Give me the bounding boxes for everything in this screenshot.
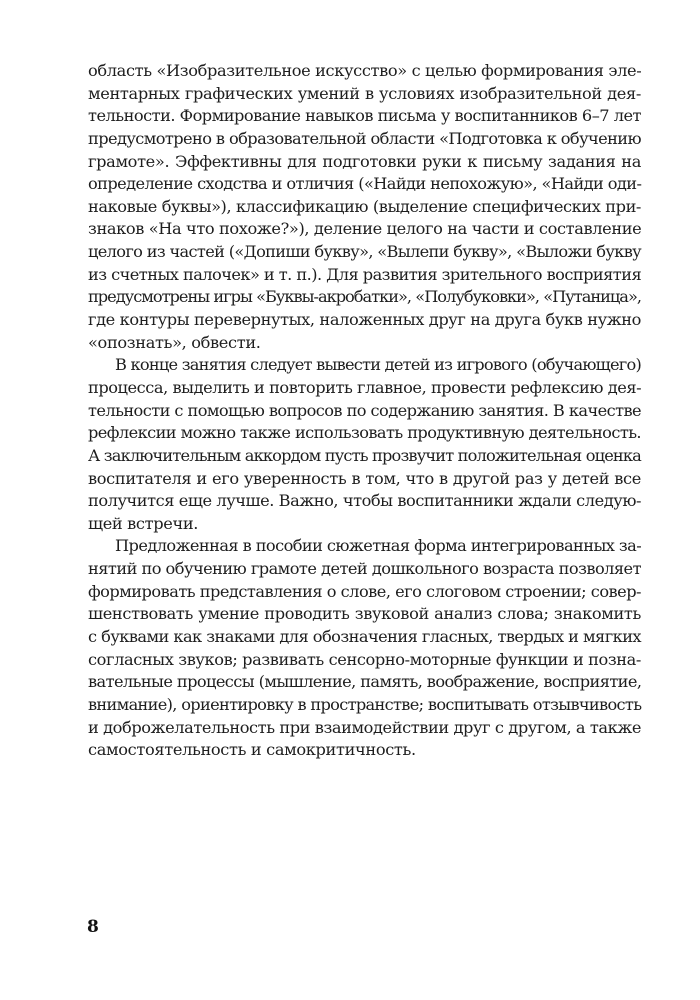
text-line: из счетных палочек» и т. п.). Для развития зрительного восприятия <box>88 264 642 284</box>
text-line: формировать представления о слове, его слоговом строении; совер- <box>88 581 641 601</box>
body-text <box>88 60 641 762</box>
text-line: и доброжелательность при взаимодействии друг с другом, а также <box>88 717 641 737</box>
text-line: согласных звуков; развивать сенсорно-моторные функции и позна- <box>88 649 641 669</box>
text-line: «опознать», обвести. <box>88 332 261 352</box>
page-number: 8 <box>87 917 99 937</box>
text-line: предусмотрены игры «Буквы-акробатки», «Полубуковки», «Путаница», <box>88 287 641 307</box>
text-line: самостоятельность и самокритичность. <box>88 740 416 760</box>
text-line: грамоте». Эффективны для подготовки руки к письму задания на <box>88 151 641 171</box>
text-line: воспитателя и его уверенность в том, что в другой раз у детей все <box>88 468 641 488</box>
paragraph-2 <box>88 354 641 535</box>
text-line: вательные процессы (мышление, память, воображение, восприятие, <box>88 672 642 692</box>
text-line: получится еще лучше. Важно, чтобы воспитанники ждали следую- <box>88 491 641 511</box>
text-line: наковые буквы»), классификацию (выделение специфических при- <box>88 196 641 216</box>
text-line: нятий по обучению грамоте детей дошкольного возраста позволяет <box>88 559 641 579</box>
text-line: целого из частей («Допиши букву», «Вылепи букву», «Выложи букву <box>88 242 641 262</box>
text-line: где контуры перевернутых, наложенных друг на друга букв нужно <box>88 310 641 330</box>
text-line: ментарных графических умений в условиях изобразительной дея- <box>88 83 641 103</box>
text-line: с буквами как знаками для обозначения гласных, твердых и мягких <box>88 627 641 647</box>
text-line: тельности. Формирование навыков письма у воспитанников 6–7 лет <box>88 106 641 126</box>
text-line: процесса, выделить и повторить главное, провести рефлексию дея- <box>88 377 642 397</box>
text-line: внимание), ориентировку в пространстве; воспитывать отзывчивость <box>88 694 642 714</box>
text-line: область «Изобразительное искусство» с целью формирования эле- <box>88 61 642 80</box>
text-line: тельности с помощью вопросов по содержанию занятия. В качестве <box>88 400 641 420</box>
text-line: рефлексии можно также использовать продуктивную деятельность. <box>88 423 641 443</box>
text-line: знаков «На что похоже?»), деление целого на части и составление <box>88 219 642 239</box>
text-line: предусмотрено в образовательной области «Подготовка к обучению <box>88 128 642 148</box>
text-line: шенствовать умение проводить звуковой анализ слова; знакомить <box>88 604 641 624</box>
paragraph-3 <box>88 535 641 761</box>
text-line: определение сходства и отличия («Найди непохожую», «Найди оди- <box>88 174 642 194</box>
text-line: В конце занятия следует вывести детей из игрового (обучающего) <box>115 355 641 375</box>
text-line: щей встречи. <box>88 513 199 533</box>
paragraph-1 <box>88 60 641 354</box>
text-line: Предложенная в пособии сюжетная форма интегрированных за- <box>115 536 642 556</box>
text-line: А заключительным аккордом пусть прозвучит положительная оценка <box>88 445 641 465</box>
